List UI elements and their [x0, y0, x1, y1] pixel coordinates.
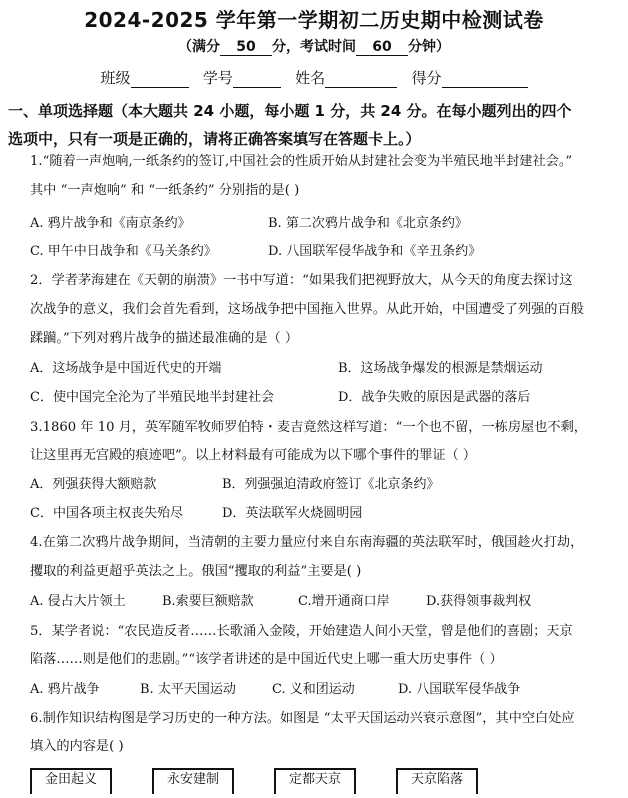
section-heading: [8, 97, 620, 153]
q2-option-b[interactable]: B．这场战争爆发的根源是禁烟运动: [338, 361, 543, 376]
diagram-box-2: 永安建制: [152, 768, 234, 794]
name-label: 姓名: [295, 69, 326, 87]
question-4-line-1: 4.在第二次鸦片战争期间，当清朝的主要力量应付来自东南海疆的英法联军时，俄国趁火打劫，: [30, 535, 584, 550]
question-3-line-1: 3.1860 年 10 月，英军随军牧师罗伯特・麦吉竟然这样写道：“一个也不留，一栋房屋也不剩，: [30, 420, 587, 435]
q3-option-c[interactable]: C．中国各项主权丧失殆尽: [30, 506, 183, 521]
q2-option-d[interactable]: D．战争失败的原因是武器的落后: [338, 390, 531, 405]
question-5-line-1: 5．某学者说：“农民造反者……长歌涌入金陵，开始建造人间小天堂，曾是他们的喜剧；天京: [30, 624, 573, 639]
question-2-line-2: 次战争的意义，我们会首先看到，这场战争把中国拖入世界。从此开始，中国遭受了列强的百般: [30, 302, 584, 317]
q4-option-b[interactable]: B.索要巨额赔款: [162, 594, 254, 609]
q5-option-c[interactable]: C. 义和团运动: [272, 682, 355, 697]
score-field[interactable]: [442, 71, 528, 88]
q4-option-c[interactable]: C.增开通商口岸: [298, 594, 390, 609]
q3-option-a[interactable]: A．列强获得大额赔款: [30, 477, 157, 492]
class-label: 班级: [100, 69, 131, 87]
question-5-line-2: 陷落……则是他们的悲剧。”“该学者讲述的是中国近代史上哪一重大历史事件（ ）: [30, 652, 503, 667]
question-1-line-1: 1.“随着一声炮响,一纸条约的签订,中国社会的性质开始从封建社会变为半殖民地半封建社会。”: [30, 154, 573, 169]
exam-meta: [0, 36, 628, 56]
q4-option-a[interactable]: A. 侵占大片领土: [30, 594, 126, 609]
q1-option-b[interactable]: B. 第二次鸦片战争和《北京条约》: [268, 216, 468, 231]
q3-option-b[interactable]: B．列强强迫清政府签订《北京条约》: [222, 477, 440, 492]
page-title: 2024-2025 学年第一学期初二历史期中检测试卷: [84, 8, 544, 32]
q5-option-b[interactable]: B. 太平天国运动: [140, 682, 236, 697]
meta-suffix: 分钟）: [408, 39, 450, 55]
section-line: 一、单项选择题（本大题共 24 小题，每小题 1 分，共 24 分。在每小题列出的四个: [8, 102, 572, 120]
knowledge-diagram: [30, 768, 590, 798]
q1-option-c[interactable]: C. 甲午中日战争和《马关条约》: [30, 244, 217, 259]
q2-option-a[interactable]: A．这场战争是中国近代史的开端: [30, 361, 222, 376]
name-field[interactable]: [325, 71, 397, 88]
section-line: 选项中，只有一项是正确的，请将正确答案填写在答题卡上。）: [8, 130, 421, 148]
q1-option-d[interactable]: D. 八国联军侵华战争和《辛丑条约》: [268, 244, 482, 259]
q2-option-c[interactable]: C．使中国完全沦为了半殖民地半封建社会: [30, 390, 274, 405]
diagram-box-4: 天京陷落: [396, 768, 478, 794]
student-info: [0, 67, 628, 88]
question-6-line-1: 6.制作知识结构图是学习历史的一种方法。如图是 “太平天国运动兴衰示意图”，其中空白处应: [30, 711, 575, 726]
meta-prefix: （满分: [178, 39, 220, 55]
id-field[interactable]: [233, 71, 281, 88]
question-2-line-1: 2．学者茅海建在《天朝的崩溃》一书中写道：“如果我们把视野放大，从今天的角度去探讨这: [30, 273, 573, 288]
question-6-line-2: 填入的内容是( ): [30, 739, 124, 754]
question-2-line-3: 蹂躏。”下列对鸦片战争的描述最准确的是（ ）: [30, 331, 299, 346]
full-score: 50: [220, 39, 272, 56]
q3-option-d[interactable]: D．英法联军火烧圆明园: [222, 506, 363, 521]
question-1-line-2: 其中 “一声炮响” 和 “一纸条约” 分别指的是( ): [30, 183, 300, 198]
q5-option-a[interactable]: A. 鸦片战争: [30, 682, 100, 697]
class-field[interactable]: [131, 71, 189, 88]
question-4-line-2: 攫取的利益更超乎英法之上。俄国“攫取的利益”主要是( ): [30, 564, 362, 579]
q5-option-d[interactable]: D. 八国联军侵华战争: [398, 682, 521, 697]
meta-mid: 分，考试时间: [272, 39, 356, 55]
q4-option-d[interactable]: D.获得领事裁判权: [426, 594, 532, 609]
exam-time: 60: [356, 39, 408, 56]
q1-option-a[interactable]: A. 鸦片战争和《南京条约》: [30, 216, 191, 231]
diagram-box-1: 金田起义: [30, 768, 112, 794]
diagram-box-3: 定都天京: [274, 768, 356, 794]
score-label: 得分: [411, 69, 442, 87]
id-label: 学号: [202, 69, 233, 87]
question-3-line-2: 让这里再无宫殿的痕迹吧”。以上材料最有可能成为以下哪个事件的罪证（ ）: [30, 448, 477, 463]
